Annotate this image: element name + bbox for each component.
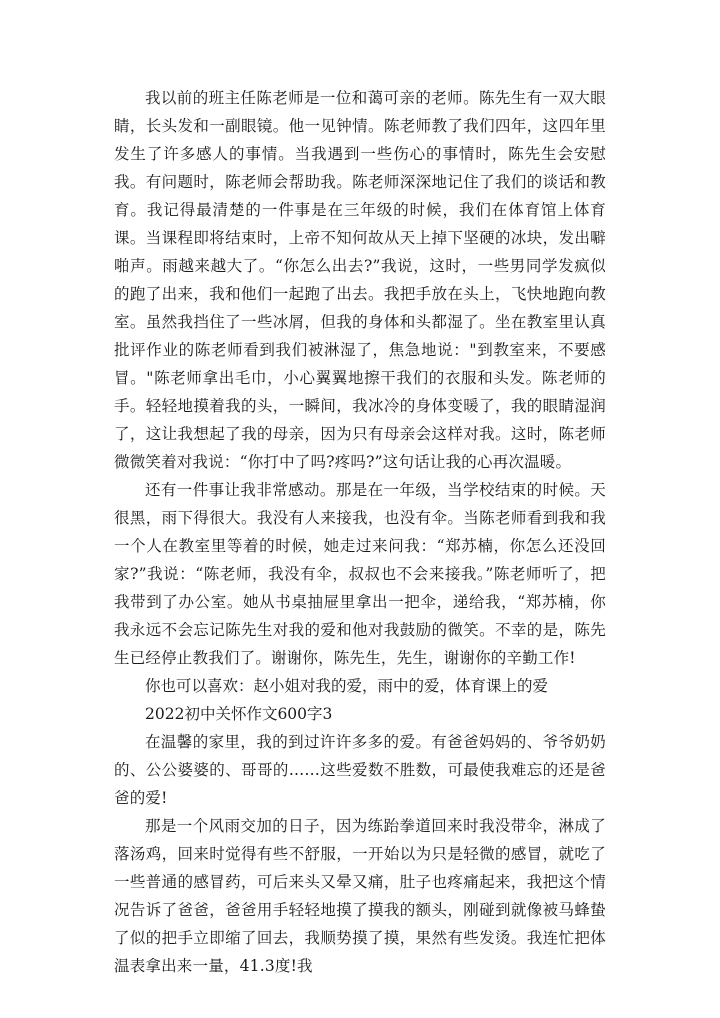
document-page (114, 84, 606, 980)
paragraph-4: 那是一个风雨交加的日子，因为练跆拳道回来时我没带伞，淋成了落汤鸡，回来时觉得有些不舒服，一开始以为只是轻微的感冒，就吃了一些普通的感冒药，可后来头又晕又痛，肚子也疼痛起来，我把这个情况告诉了爸爸，爸爸用手轻轻地摸了摸我的额头，刚碰到就像被马蜂蛰了似的把手立即缩了回去，我顺势摸了摸，果然有些发烫。我连忙把体温表拿出来一量，41.3度!我 (114, 817, 606, 975)
paragraph-1: 我以前的班主任陈老师是一位和蔼可亲的老师。陈先生有一双大眼睛，长头发和一副眼镜。他一见钟情。陈老师教了我们四年，这四年里发生了许多感人的事情。当我遇到一些伤心的事情时，陈先生会安慰我。有问题时，陈老师会帮助我。陈老师深深地记住了我们的谈话和教育。我记得最清楚的一件事是在三年级的时候，我们在体育馆上体育课。当课程即将结束时，上帝不知何故从天上掉下坚硬的冰块，发出噼啪声。雨越来越大了。“你怎么出去?”我说，这时，一些男同学发疯似的跑了出来，我和他们一起跑了出去。我把手放在头上，飞快地跑向教室。虽然我挡住了一些冰屑，但我的身体和头都湿了。坐在教室里认真批评作业的陈老师看到我们被淋湿了，焦急地说："到教室来，不要感冒。"陈老师拿出毛巾，小心翼翼地擦干我们的衣服和头发。陈老师的手。轻轻地摸着我的头，一瞬间，我冰冷的身体变暖了，我的眼睛湿润了，这让我想起了我的母亲，因为只有母亲会这样对我。这时，陈老师微微笑着对我说：“你打中了吗?疼吗?”这句话让我的心再次温暖。 (114, 89, 606, 471)
paragraph-2: 还有一件事让我非常感动。那是在一年级，当学校结束的时候。天很黑，雨下得很大。我没有人来接我，也没有伞。当陈老师看到我和我一个人在教室里等着的时候，她走过来问我：“郑苏楠，你怎么还没回家?”我说：“陈老师，我没有伞，叔叔也不会来接我。”陈老师听了，把我带到了办公室。她从书桌抽屉里拿出一把伞，递给我，“郑苏楠，你我永远不会忘记陈先生对我的爱和他对我鼓励的微笑。不幸的是，陈先生已经停止教我们了。谢谢你，陈先生，先生，谢谢你的辛勤工作! (114, 481, 606, 667)
related-articles: 你也可以喜欢：赵小姐对我的爱，雨中的爱，体育课上的爱 (145, 677, 549, 695)
paragraph-3: 在温馨的家里，我的到过许许多多的爱。有爸爸妈妈的、爷爷奶奶的、公公婆婆的、哥哥的……这些爱数不胜数，可最使我难忘的还是爸爸的爱! (114, 733, 606, 807)
section-title: 2022初中关怀作文600字3 (145, 705, 333, 723)
